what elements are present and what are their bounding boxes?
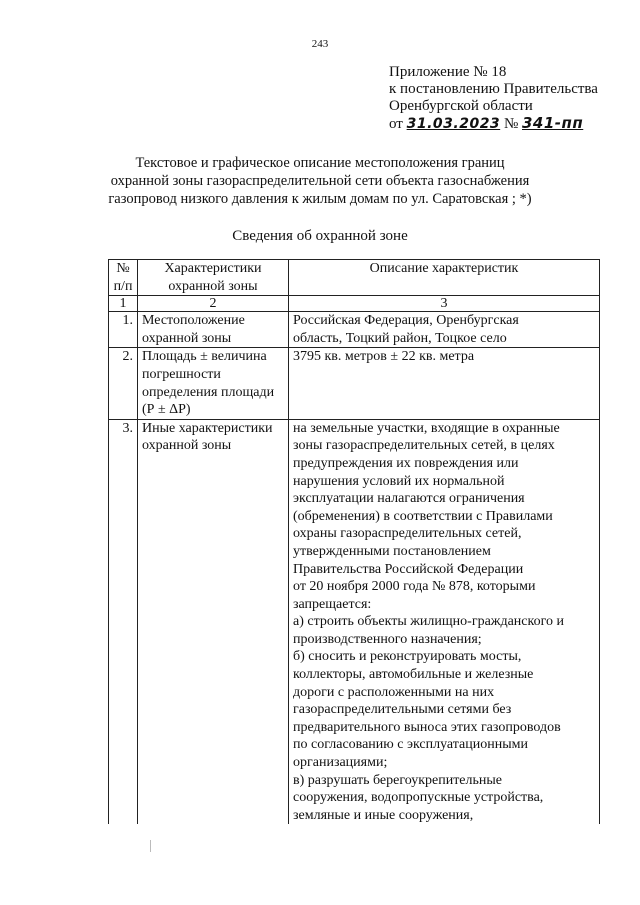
row-number: 2. xyxy=(109,348,138,419)
char-line: охранной зоны xyxy=(142,330,232,346)
row-description xyxy=(289,348,600,419)
row-description xyxy=(289,312,600,348)
header-num-line: п/п xyxy=(113,278,133,294)
column-number: 3 xyxy=(289,296,600,312)
table-row xyxy=(109,348,600,419)
desc-line: охраны газораспределительных сетей, xyxy=(293,526,522,542)
handwritten-date: 31.03.2023 xyxy=(406,116,501,132)
desc-line: область, Тоцкий район, Тоцкое село xyxy=(293,330,507,346)
row-characteristic xyxy=(138,419,289,824)
desc-line: а) строить объекты жилищно-гражданского и xyxy=(293,614,564,630)
table-row xyxy=(109,312,600,348)
header-char-line: охранной зоны xyxy=(168,278,258,294)
desc-line: (обременения) в соответствии с Правилами xyxy=(293,508,553,524)
date-prefix: от xyxy=(389,116,403,132)
row-characteristic xyxy=(138,348,289,419)
char-line: погрешности xyxy=(142,366,221,382)
char-line: Иные характеристики xyxy=(142,420,273,436)
desc-line: от 20 ноября 2000 года № 878, которыми xyxy=(293,579,536,595)
appendix-resolution-line: к постановлению Правительства xyxy=(389,81,598,97)
column-number: 1 xyxy=(109,296,138,312)
table-header-row xyxy=(109,260,600,296)
appendix-title: Приложение № 18 xyxy=(389,64,507,80)
number-prefix: № xyxy=(503,116,519,132)
char-line: определения площади xyxy=(142,384,275,400)
header-char-line: Характеристики xyxy=(164,261,262,276)
char-line: (Р ± ΔР) xyxy=(142,402,191,418)
desc-line: эксплуатации налагаются ограничения xyxy=(293,491,525,507)
desc-line: дороги с расположенными на них xyxy=(293,684,495,700)
appendix-block xyxy=(389,64,598,133)
row-number: 3. xyxy=(109,419,138,824)
desc-line: б) сносить и реконструировать мосты, xyxy=(293,649,522,665)
desc-line: в) разрушать берегоукрепительные xyxy=(293,772,503,788)
desc-line: предварительного выноса этих газопроводов xyxy=(293,719,561,735)
desc-line: утвержденными постановлением xyxy=(293,543,491,559)
footer-mark xyxy=(150,840,151,852)
title-line: охранной зоны газораспределительной сети объекта газоснабжения xyxy=(110,173,530,189)
appendix-date-line xyxy=(389,115,598,133)
section-subtitle: Сведения об охранной зоне xyxy=(232,228,408,244)
desc-line: по согласованию с эксплуатационными xyxy=(293,737,528,753)
row-number: 1. xyxy=(109,312,138,348)
table-row xyxy=(109,419,600,824)
row-characteristic xyxy=(138,312,289,348)
char-line: Площадь ± величина xyxy=(142,349,267,365)
protection-zone-table xyxy=(108,259,600,824)
desc-line: производственного назначения; xyxy=(293,631,482,647)
desc-line: предупреждения их повреждения или xyxy=(293,455,519,471)
desc-line: Российская Федерация, Оренбургская xyxy=(293,313,519,329)
page-number: 243 xyxy=(311,38,329,50)
header-characteristics xyxy=(138,260,289,296)
row-description xyxy=(289,419,600,824)
desc-line: Правительства Российской Федерации xyxy=(293,561,524,577)
desc-line: на земельные участки, входящие в охранные xyxy=(293,420,560,436)
desc-line: нарушения условий их нормальной xyxy=(293,473,505,489)
title-line: Текстовое и графическое описание местоположения границ xyxy=(135,155,505,171)
document-title xyxy=(100,154,540,208)
header-description: Описание характеристик xyxy=(289,260,600,296)
char-line: охранной зоны xyxy=(142,438,232,454)
header-num-line: № xyxy=(116,261,130,276)
desc-line: сооружения, водопропускные устройства, xyxy=(293,790,544,806)
desc-line: организациями; xyxy=(293,755,388,771)
desc-line: зоны газораспределительных сетей, в целях xyxy=(293,438,555,454)
title-line: газопровод низкого давления к жилым домам по ул. Саратовская ; *) xyxy=(108,191,532,207)
handwritten-number: 341-пп xyxy=(522,114,584,132)
desc-line: земляные и иные сооружения, xyxy=(293,807,474,823)
desc-line: 3795 кв. метров ± 22 кв. метра xyxy=(293,349,475,365)
char-line: Местоположение xyxy=(142,313,245,329)
desc-line: коллекторы, автомобильные и железные xyxy=(293,667,534,683)
header-num xyxy=(109,260,138,296)
appendix-region-line: Оренбургской области xyxy=(389,98,533,114)
desc-line: запрещается: xyxy=(293,596,372,612)
column-number: 2 xyxy=(138,296,289,312)
desc-line: газораспределительными сетями без xyxy=(293,702,512,718)
column-number-row xyxy=(109,296,600,312)
